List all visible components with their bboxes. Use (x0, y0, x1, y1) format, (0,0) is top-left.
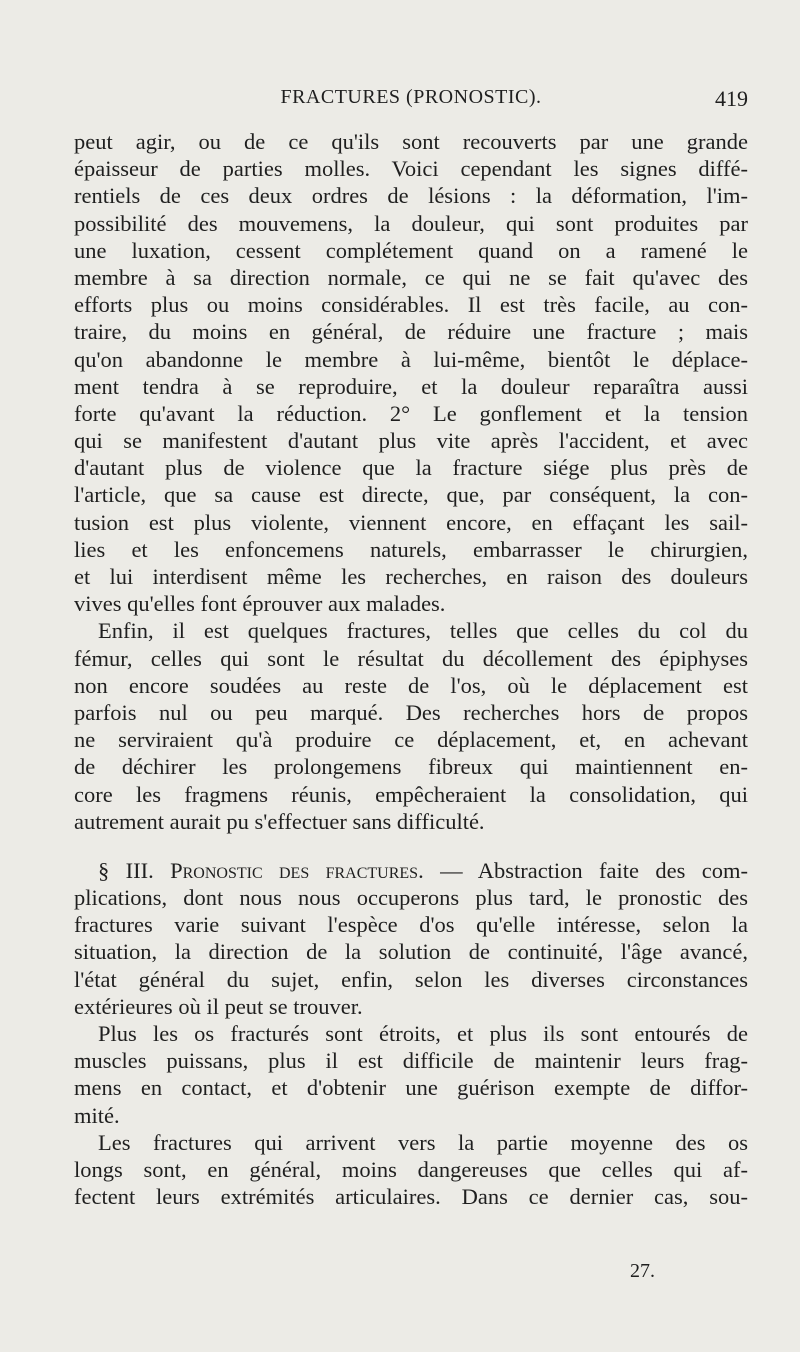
section-iii (74, 857, 748, 1020)
text-line: non encore soudées au reste de l'os, où le déplacement est (74, 672, 748, 698)
body-text (74, 128, 748, 1210)
text-line: Enfin, il est quelques fractures, telles que celles du col du (98, 618, 748, 644)
text-line: de déchirer les prolongemens fibreux qui maintiennent en- (74, 754, 748, 780)
text-line: épaisseur de parties molles. Voici cependant les signes diffé- (74, 156, 748, 182)
section-title: Pronostic des fractures. (170, 857, 424, 883)
text-line: autrement aurait pu s'effectuer sans difficulté. (74, 808, 485, 834)
text-line: situation, la direction de la solution de continuité, l'âge avancé, (74, 939, 748, 965)
paragraph-2 (74, 617, 748, 835)
text-line: membre à sa direction normale, ce qui ne se fait qu'avec des (74, 264, 748, 290)
text-line: fractures varie suivant l'espèce d'os qu'elle intéresse, selon la (74, 912, 748, 938)
text-line: fémur, celles qui sont le résultat du décollement des épiphyses (74, 645, 748, 671)
text-line: mens en contact, et d'obtenir une guérison exempte de diffor- (74, 1075, 748, 1101)
text-line: longs sont, en général, moins dangereuses que celles qui af- (74, 1156, 748, 1182)
signature-mark: 27. (630, 1260, 655, 1282)
text-line: efforts plus ou moins considérables. Il est très facile, au con- (74, 292, 748, 318)
text-line: Les fractures qui arrivent vers la partie moyenne des os (98, 1129, 748, 1155)
text-line: l'article, que sa cause est directe, que, par conséquent, la con- (74, 482, 748, 508)
text-line: fectent leurs extrémités articulaires. Dans ce dernier cas, sou- (74, 1184, 748, 1210)
text-line: ne serviraient qu'à produire ce déplacement, et, en achevant (74, 727, 748, 753)
section-mark: § III. (98, 857, 154, 883)
text-line: ment tendra à se reproduire, et la douleur reparaîtra aussi (74, 373, 748, 399)
text-line: extérieures où il peut se trouver. (74, 993, 363, 1019)
text-line: muscles puissans, plus il est difficile de maintenir leurs frag- (74, 1048, 748, 1074)
text-line: tusion est plus violente, viennent encore, en effaçant les sail- (74, 509, 748, 535)
text-line: core les fragmens réunis, empêcheraient la consolidation, qui (74, 781, 748, 807)
text-line: Plus les os fracturés sont étroits, et plus ils sont entourés de (98, 1021, 748, 1046)
paragraph-5 (74, 1129, 748, 1211)
text-line: une luxation, cessent complétement quand on a ramené le (74, 237, 748, 263)
running-head (74, 86, 748, 120)
text-line: qui se manifestent d'autant plus vite après l'accident, et avec (74, 428, 748, 454)
text-line: forte qu'avant la réduction. 2° Le gonflement et la tension (74, 400, 748, 426)
text-line: mité. (74, 1102, 120, 1128)
section-heading-line (74, 857, 748, 884)
text-line: parfois nul ou peu marqué. Des recherches hors de propos (74, 699, 748, 725)
paragraph-4 (74, 1020, 748, 1129)
text-line: vives qu'elles font éprouver aux malades. (74, 591, 446, 617)
text-line: d'autant plus de violence que la fracture siége plus près de (74, 455, 748, 481)
text-line: peut agir, ou de ce qu'ils sont recouverts par une grande (74, 129, 748, 154)
text-line: plications, dont nous nous occuperons plus tard, le pronostic des (74, 885, 748, 911)
text-line: traire, du moins en général, de réduire une fracture ; mais (74, 319, 748, 345)
running-title: FRACTURES (PRONOSTIC). (280, 86, 542, 108)
text-line: qu'on abandonne le membre à lui-même, bientôt le déplace- (74, 346, 748, 372)
section-gap (74, 835, 748, 857)
text-line: possibilité des mouvemens, la douleur, qui sont produites par (74, 210, 748, 236)
paragraph-1 (74, 128, 748, 617)
text-line: l'état général du sujet, enfin, selon les diverses circonstances (74, 966, 748, 992)
text-line: lies et les enfoncemens naturels, embarrasser le chirurgien, (74, 536, 748, 562)
page-number: 419 (715, 86, 748, 111)
text-line: et lui interdisent même les recherches, en raison des douleurs (74, 564, 748, 589)
text-line: rentiels de ces deux ordres de lésions : la déformation, l'im- (74, 183, 748, 209)
section-lead-text: — Abstraction faite des com- (423, 857, 748, 883)
